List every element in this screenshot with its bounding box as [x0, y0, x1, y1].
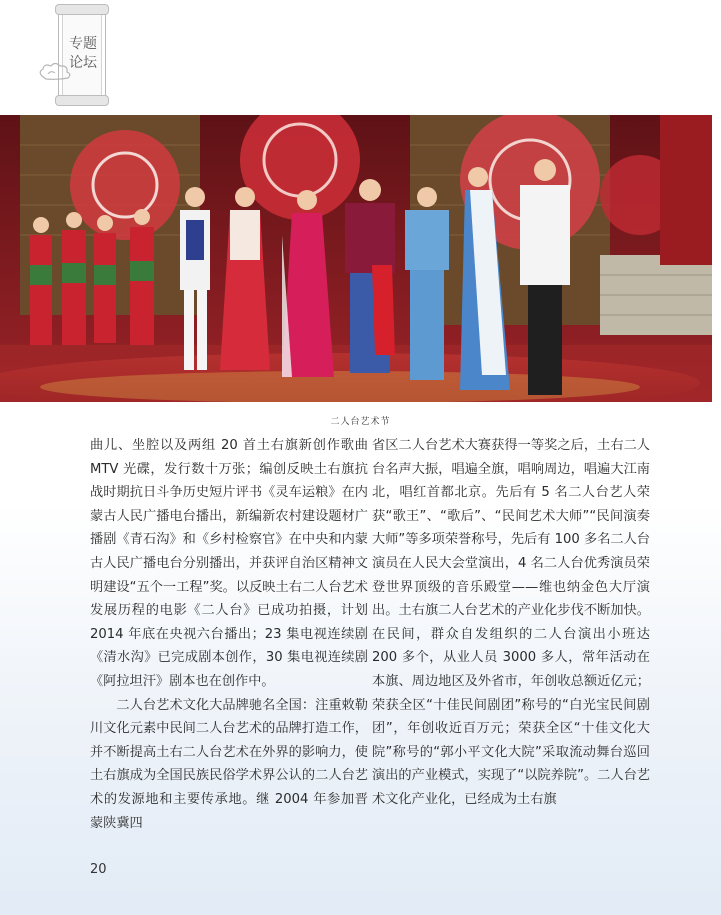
- paragraph: 省区二人台艺术大赛获得一等奖之后，土右二人台名声大振，唱遍全旗，唱响周边，唱遍大江南北，唱红首都北京。先后有 5 名二人台艺人荣获“歌王”、“歌后”、“民间艺术大师”“民间演奏大师”等多项荣誉称号，先后有 100 多名二人台演员在人民大会堂演出，4 名二人台优秀演员荣登世界顶级的音乐殿堂——维也纳金色大厅演出。土右旗二人台艺术的产业化步伐不断加快。在民间，群众自发组织的二人台演出小班达 200 多个，从业人员 3000 多人，常年活动在本旗、周边地区及外省市，年创收总额近亿元；荣获全区“十佳民间剧团”称号的“白光宝民间剧团”，年创收近百万元；荣获全区“十佳文化大院”称号的“郭小平文化大院”采取流动舞台巡回演出的产业模式，实现了“以院养院”。二人台艺术文化产业化，已经成为土右旗: [372, 438, 650, 807]
- cloud-ornament-icon: [38, 60, 72, 82]
- paragraph: 二人台艺术文化大品牌驰名全国：注重敕勒川文化元素中民间二人台艺术的品牌打造工作，并不断提高土右二人台艺术在外界的影响力，使土右旗成为全国民族民俗学术界公认的二人台艺术的发源地和主要传承地。继 2004 年参加晋蒙陕冀四: [90, 697, 368, 831]
- section-label-line1: 专题: [69, 36, 97, 52]
- scroll-top-ornament: [55, 4, 109, 15]
- section-badge: [58, 8, 106, 102]
- text-column-left: [90, 434, 368, 835]
- stage-photo-illustration: [0, 115, 712, 402]
- paragraph: 曲儿、坐腔以及两组 20 首土右旗新创作歌曲 MTV 光碟，发行数十万张；编创反映土右旗抗战时期抗日斗争历史短片评书《灵车运粮》在内蒙古人民广播电台播出，新编新农村建设题材广播剧《青石沟》和《乡村检察官》在中央和内蒙古人民广播电台分别播出，并获评自治区精神文明建设“五个一工程”奖。以反映土右二人台艺术发展历程的电影《二人台》已成功拍摄，计划 2014 年底在央视六台播出；23 集电视连续剧《清水沟》已完成剧本创作，30 集电视连续剧《阿拉坦汗》剧本也在创作中。: [90, 438, 368, 689]
- scroll-bottom-ornament: [55, 95, 109, 106]
- text-column-right: [372, 434, 650, 812]
- photo-caption: 二人台艺术节: [330, 417, 391, 427]
- section-label-line2: 论坛: [69, 55, 97, 71]
- stage-photo: [0, 115, 712, 402]
- page-number: 20: [90, 862, 107, 877]
